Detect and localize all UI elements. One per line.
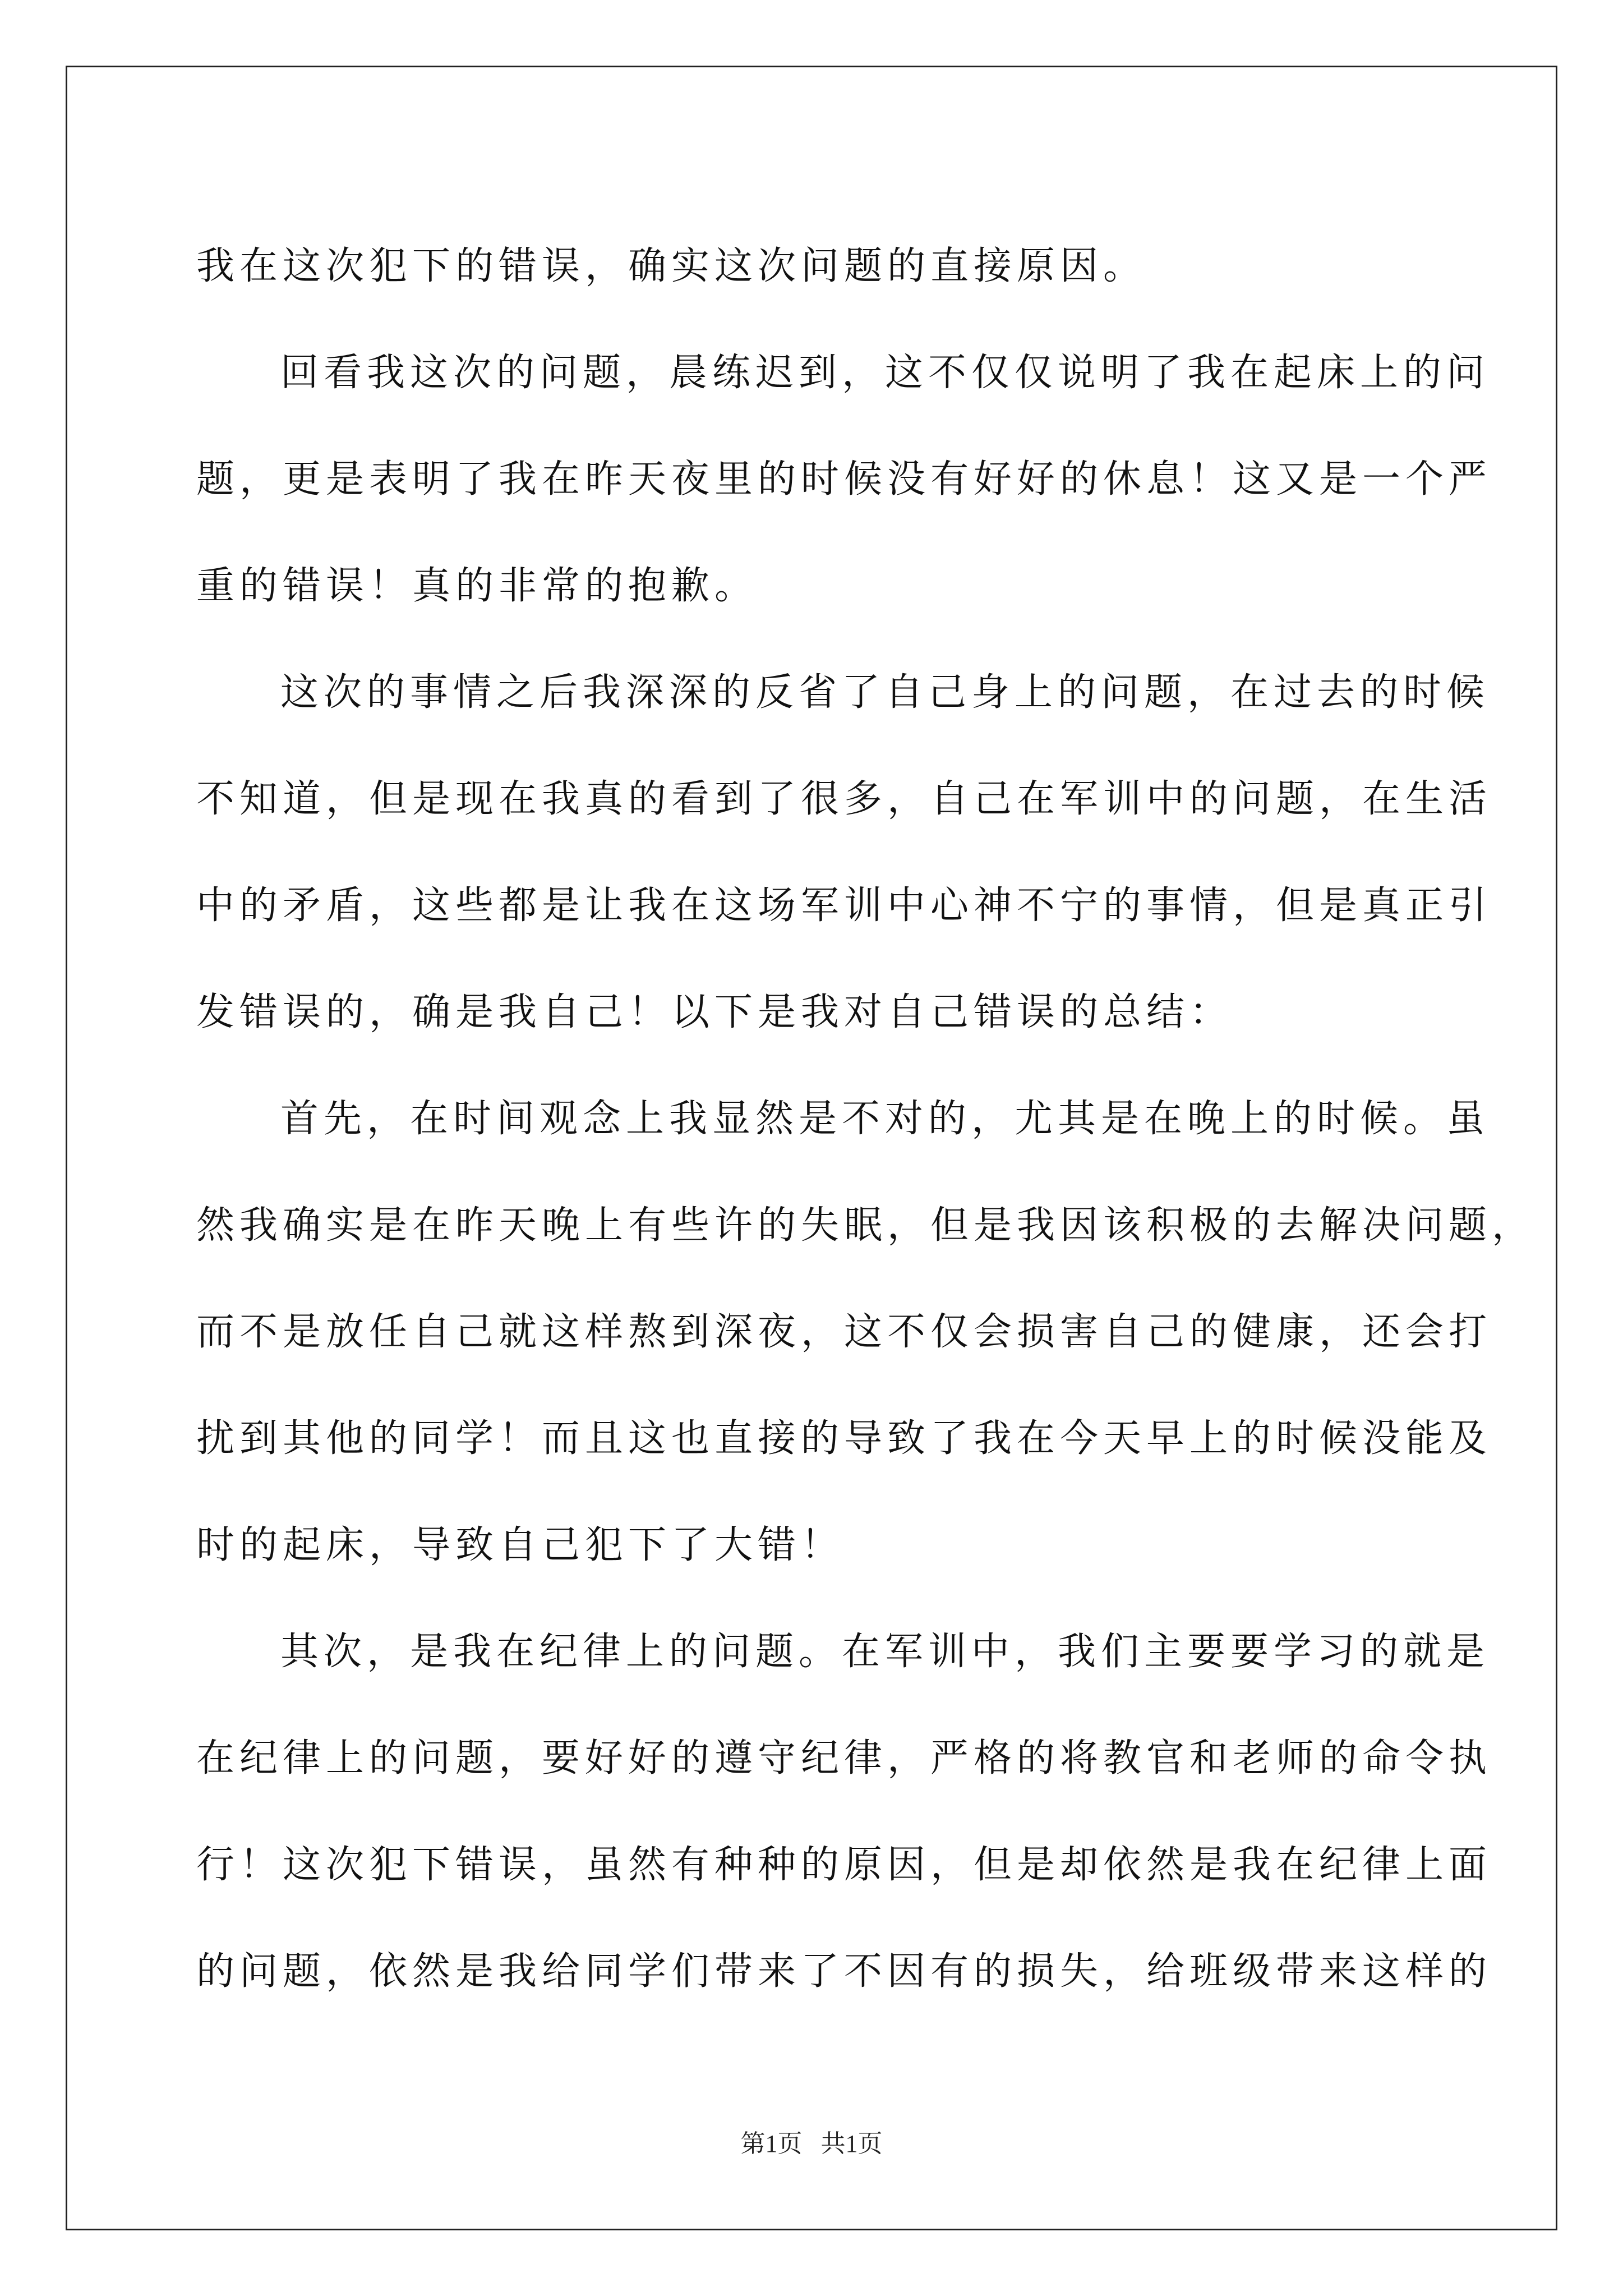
text-line: 不知道，但是现在我真的看到了很多，自己在军训中的问题，在生活 [196, 777, 1492, 821]
text-line: 发错误的，确是我自己！以下是我对自己错误的总结： [196, 990, 1233, 1034]
document-body [196, 213, 1536, 2025]
text-line: 重的错误！真的非常的抱歉。 [196, 564, 758, 608]
text-line: 首先，在时间观念上我显然是不对的，尤其是在晚上的时候。虽 [280, 1097, 1490, 1141]
text-line: 行！这次犯下错误，虽然有种种的原因，但是却依然是我在纪律上面 [196, 1843, 1492, 1887]
text-line: 题，更是表明了我在昨天夜里的时候没有好好的休息！这又是一个严 [196, 457, 1492, 501]
text-line: 中的矛盾，这些都是让我在这场军训中心神不宁的事情，但是真正引 [196, 884, 1492, 928]
text-line: 我在这次犯下的错误，确实这次问题的直接原因。 [196, 244, 1147, 288]
text-line: 其次，是我在纪律上的问题。在军训中，我们主要要学习的就是 [280, 1630, 1490, 1674]
text-line: 回看我这次的问题，晨练迟到，这不仅仅说明了我在起床上的问 [280, 351, 1490, 395]
text-line: 在纪律上的问题，要好好的遵守纪律，严格的将教官和老师的命令执 [196, 1736, 1492, 1780]
text-line: 时的起床，导致自己犯下了大错！ [196, 1523, 845, 1567]
page-number-footer: 第1页 共1页 [740, 2130, 883, 2157]
text-line: 的问题，依然是我给同学们带来了不因有的损失，给班级带来这样的 [196, 1949, 1492, 1994]
text-line: 这次的事情之后我深深的反省了自己身上的问题，在过去的时候 [280, 670, 1490, 715]
text-line: 而不是放任自己就这样熬到深夜，这不仅会损害自己的健康，还会打 [196, 1310, 1492, 1354]
text-line: 然我确实是在昨天晚上有些许的失眠，但是我因该积极的去解决问题， [196, 1203, 1536, 1248]
text-line: 扰到其他的同学！而且这也直接的导致了我在今天早上的时候没能及 [196, 1416, 1492, 1461]
